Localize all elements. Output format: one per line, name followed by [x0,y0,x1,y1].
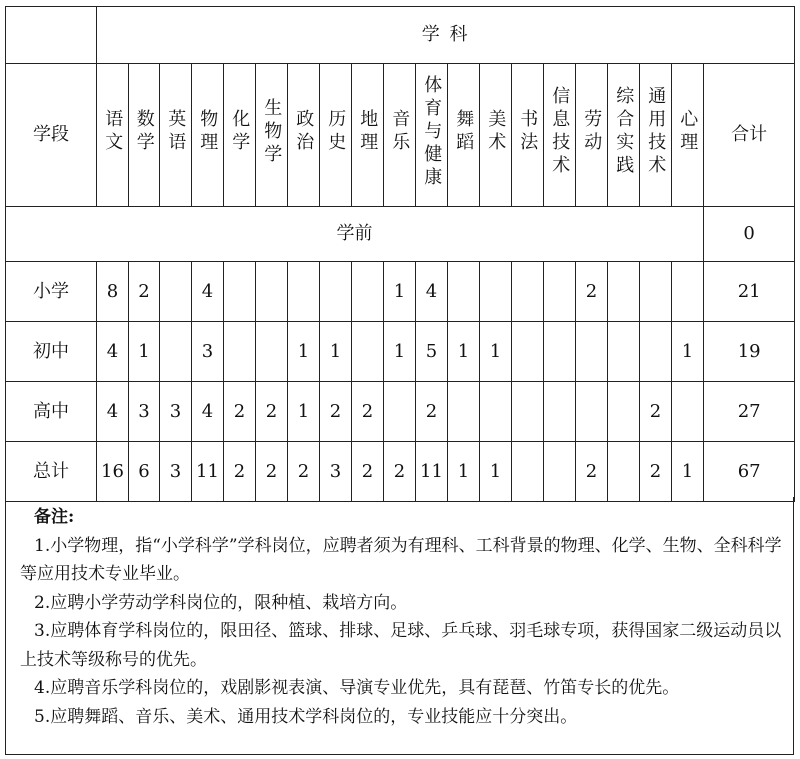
count-cell: 16 [97,442,129,502]
stage-cell: 小学 [6,262,97,322]
count-cell [256,262,288,322]
count-cell [224,322,256,382]
row-total-cell: 21 [704,262,795,322]
count-cell: 8 [97,262,129,322]
count-cell [544,262,576,322]
subject-header-15 [576,64,608,207]
subject-header-16 [608,64,640,207]
subject-header-10-label: 体育与健康 [421,74,443,190]
subject-header-1-label: 数学 [133,109,155,156]
row-total-cell: 67 [704,442,795,502]
row-total-cell: 19 [704,322,795,382]
count-cell [608,442,640,502]
count-cell [608,382,640,442]
subject-header-16-label: 综合实践 [613,86,635,179]
count-cell: 3 [160,382,192,442]
count-cell: 11 [192,442,224,502]
table-row [6,262,795,322]
subject-header-17 [640,64,672,207]
subject-header-8 [352,64,384,207]
count-cell [352,262,384,322]
count-cell [160,262,192,322]
table-row [6,322,795,382]
count-cell: 2 [256,442,288,502]
subject-header-5-label: 生物学 [261,97,283,167]
row-total-cell: 27 [704,382,795,442]
count-cell [320,262,352,322]
count-cell [384,382,416,442]
count-cell [480,382,512,442]
count-cell: 4 [416,262,448,322]
table-row [6,382,795,442]
count-cell [448,382,480,442]
notes-section [5,497,794,755]
stage-cell: 初中 [6,322,97,382]
stage-header: 学段 [6,64,97,207]
stage-cell: 高中 [6,382,97,442]
count-cell: 2 [224,382,256,442]
count-cell: 3 [320,442,352,502]
subject-header-18 [672,64,704,207]
subject-header-14-label: 信息技术 [549,86,571,179]
subject-header-11 [448,64,480,207]
subject-header-0-label: 语文 [102,109,124,156]
notes-title: 备注: [34,507,75,527]
count-cell: 2 [320,382,352,442]
count-cell [352,322,384,382]
count-cell [512,262,544,322]
subject-header-15-label: 劳动 [581,109,603,156]
subject-header-8-label: 地理 [357,109,379,156]
subject-header-4-label: 化学 [229,109,251,156]
subject-header-5 [256,64,288,207]
count-cell: 2 [288,442,320,502]
count-cell [288,262,320,322]
count-cell [576,382,608,442]
count-cell: 4 [192,262,224,322]
count-cell: 1 [129,322,160,382]
subject-header-6 [288,64,320,207]
count-cell [640,262,672,322]
subject-position-table [5,6,795,502]
subject-header-17-label: 通用技术 [645,86,667,179]
count-cell: 1 [320,322,352,382]
count-cell: 1 [448,322,480,382]
count-cell: 2 [352,382,384,442]
subject-header-1 [129,64,160,207]
count-cell [448,262,480,322]
count-cell: 3 [160,442,192,502]
subject-group-header: 学 科 [97,7,795,64]
count-cell [512,442,544,502]
count-cell [544,382,576,442]
count-cell: 3 [192,322,224,382]
count-cell: 2 [352,442,384,502]
subject-header-11-label: 舞蹈 [453,109,475,156]
count-cell: 2 [129,262,160,322]
subject-header-9 [384,64,416,207]
count-cell: 1 [672,442,704,502]
subject-header-3-label: 物理 [197,109,219,156]
count-cell [576,322,608,382]
count-cell: 1 [448,442,480,502]
count-cell: 2 [256,382,288,442]
count-cell: 1 [288,382,320,442]
count-cell: 1 [288,322,320,382]
subject-header-6-label: 政治 [293,109,315,156]
subject-header-10 [416,64,448,207]
count-cell: 1 [480,442,512,502]
count-cell [512,322,544,382]
count-cell [608,322,640,382]
count-cell: 2 [224,442,256,502]
count-cell: 2 [576,262,608,322]
preschool-label: 学前 [6,207,704,262]
count-cell [512,382,544,442]
subject-header-13 [512,64,544,207]
count-cell: 11 [416,442,448,502]
count-cell: 4 [97,382,129,442]
count-cell: 6 [129,442,160,502]
subject-header-7 [320,64,352,207]
count-cell [544,442,576,502]
count-cell: 5 [416,322,448,382]
table-row [6,442,795,502]
note-item: 5.应聘舞蹈、音乐、美术、通用技术学科岗位的，专业技能应十分突出。 [34,706,578,727]
total-header: 合计 [704,64,795,207]
subject-header-18-label: 心理 [677,109,699,156]
count-cell [608,262,640,322]
count-cell [544,322,576,382]
subject-header-0 [97,64,129,207]
count-cell [640,322,672,382]
count-cell [224,262,256,322]
subject-header-2 [160,64,192,207]
count-cell [160,322,192,382]
count-cell: 1 [384,262,416,322]
stage-cell: 总计 [6,442,97,502]
subject-header-14 [544,64,576,207]
subject-header-12 [480,64,512,207]
preschool-total: 0 [704,207,795,262]
subject-header-3 [192,64,224,207]
count-cell: 2 [416,382,448,442]
count-cell: 1 [480,322,512,382]
corner-cell [6,7,97,64]
count-cell [256,322,288,382]
count-cell: 2 [640,442,672,502]
count-cell: 2 [576,442,608,502]
count-cell: 1 [384,322,416,382]
subject-header-2-label: 英语 [165,109,187,156]
subject-header-12-label: 美术 [485,109,507,156]
count-cell: 2 [384,442,416,502]
count-cell: 3 [129,382,160,442]
count-cell [672,262,704,322]
preschool-row [6,207,795,262]
note-item: 1.小学物理，指“小学科学”学科岗位，应聘者须为有理科、工科背景的物理、化学、生物、全科科学等应用技术专业毕业。 [20,535,782,584]
header-row-group [6,7,795,64]
count-cell: 1 [672,322,704,382]
subject-header-9-label: 音乐 [389,109,411,156]
subject-header-13-label: 书法 [517,109,539,156]
note-item: 2.应聘小学劳动学科岗位的，限种植、栽培方向。 [34,592,408,613]
subject-header-7-label: 历史 [325,109,347,156]
count-cell: 4 [192,382,224,442]
count-cell [480,262,512,322]
note-item: 4.应聘音乐学科岗位的，戏剧影视表演、导演专业优先，具有琵琶、竹笛专长的优先。 [34,678,680,698]
count-cell [672,382,704,442]
header-row-subjects [6,64,795,207]
count-cell: 4 [97,322,129,382]
count-cell: 2 [640,382,672,442]
note-item: 3.应聘体育学科岗位的，限田径、篮球、排球、足球、乒乓球、羽毛球专项，获得国家二级运动员以上技术等级称号的优先。 [20,621,782,670]
subject-header-4 [224,64,256,207]
